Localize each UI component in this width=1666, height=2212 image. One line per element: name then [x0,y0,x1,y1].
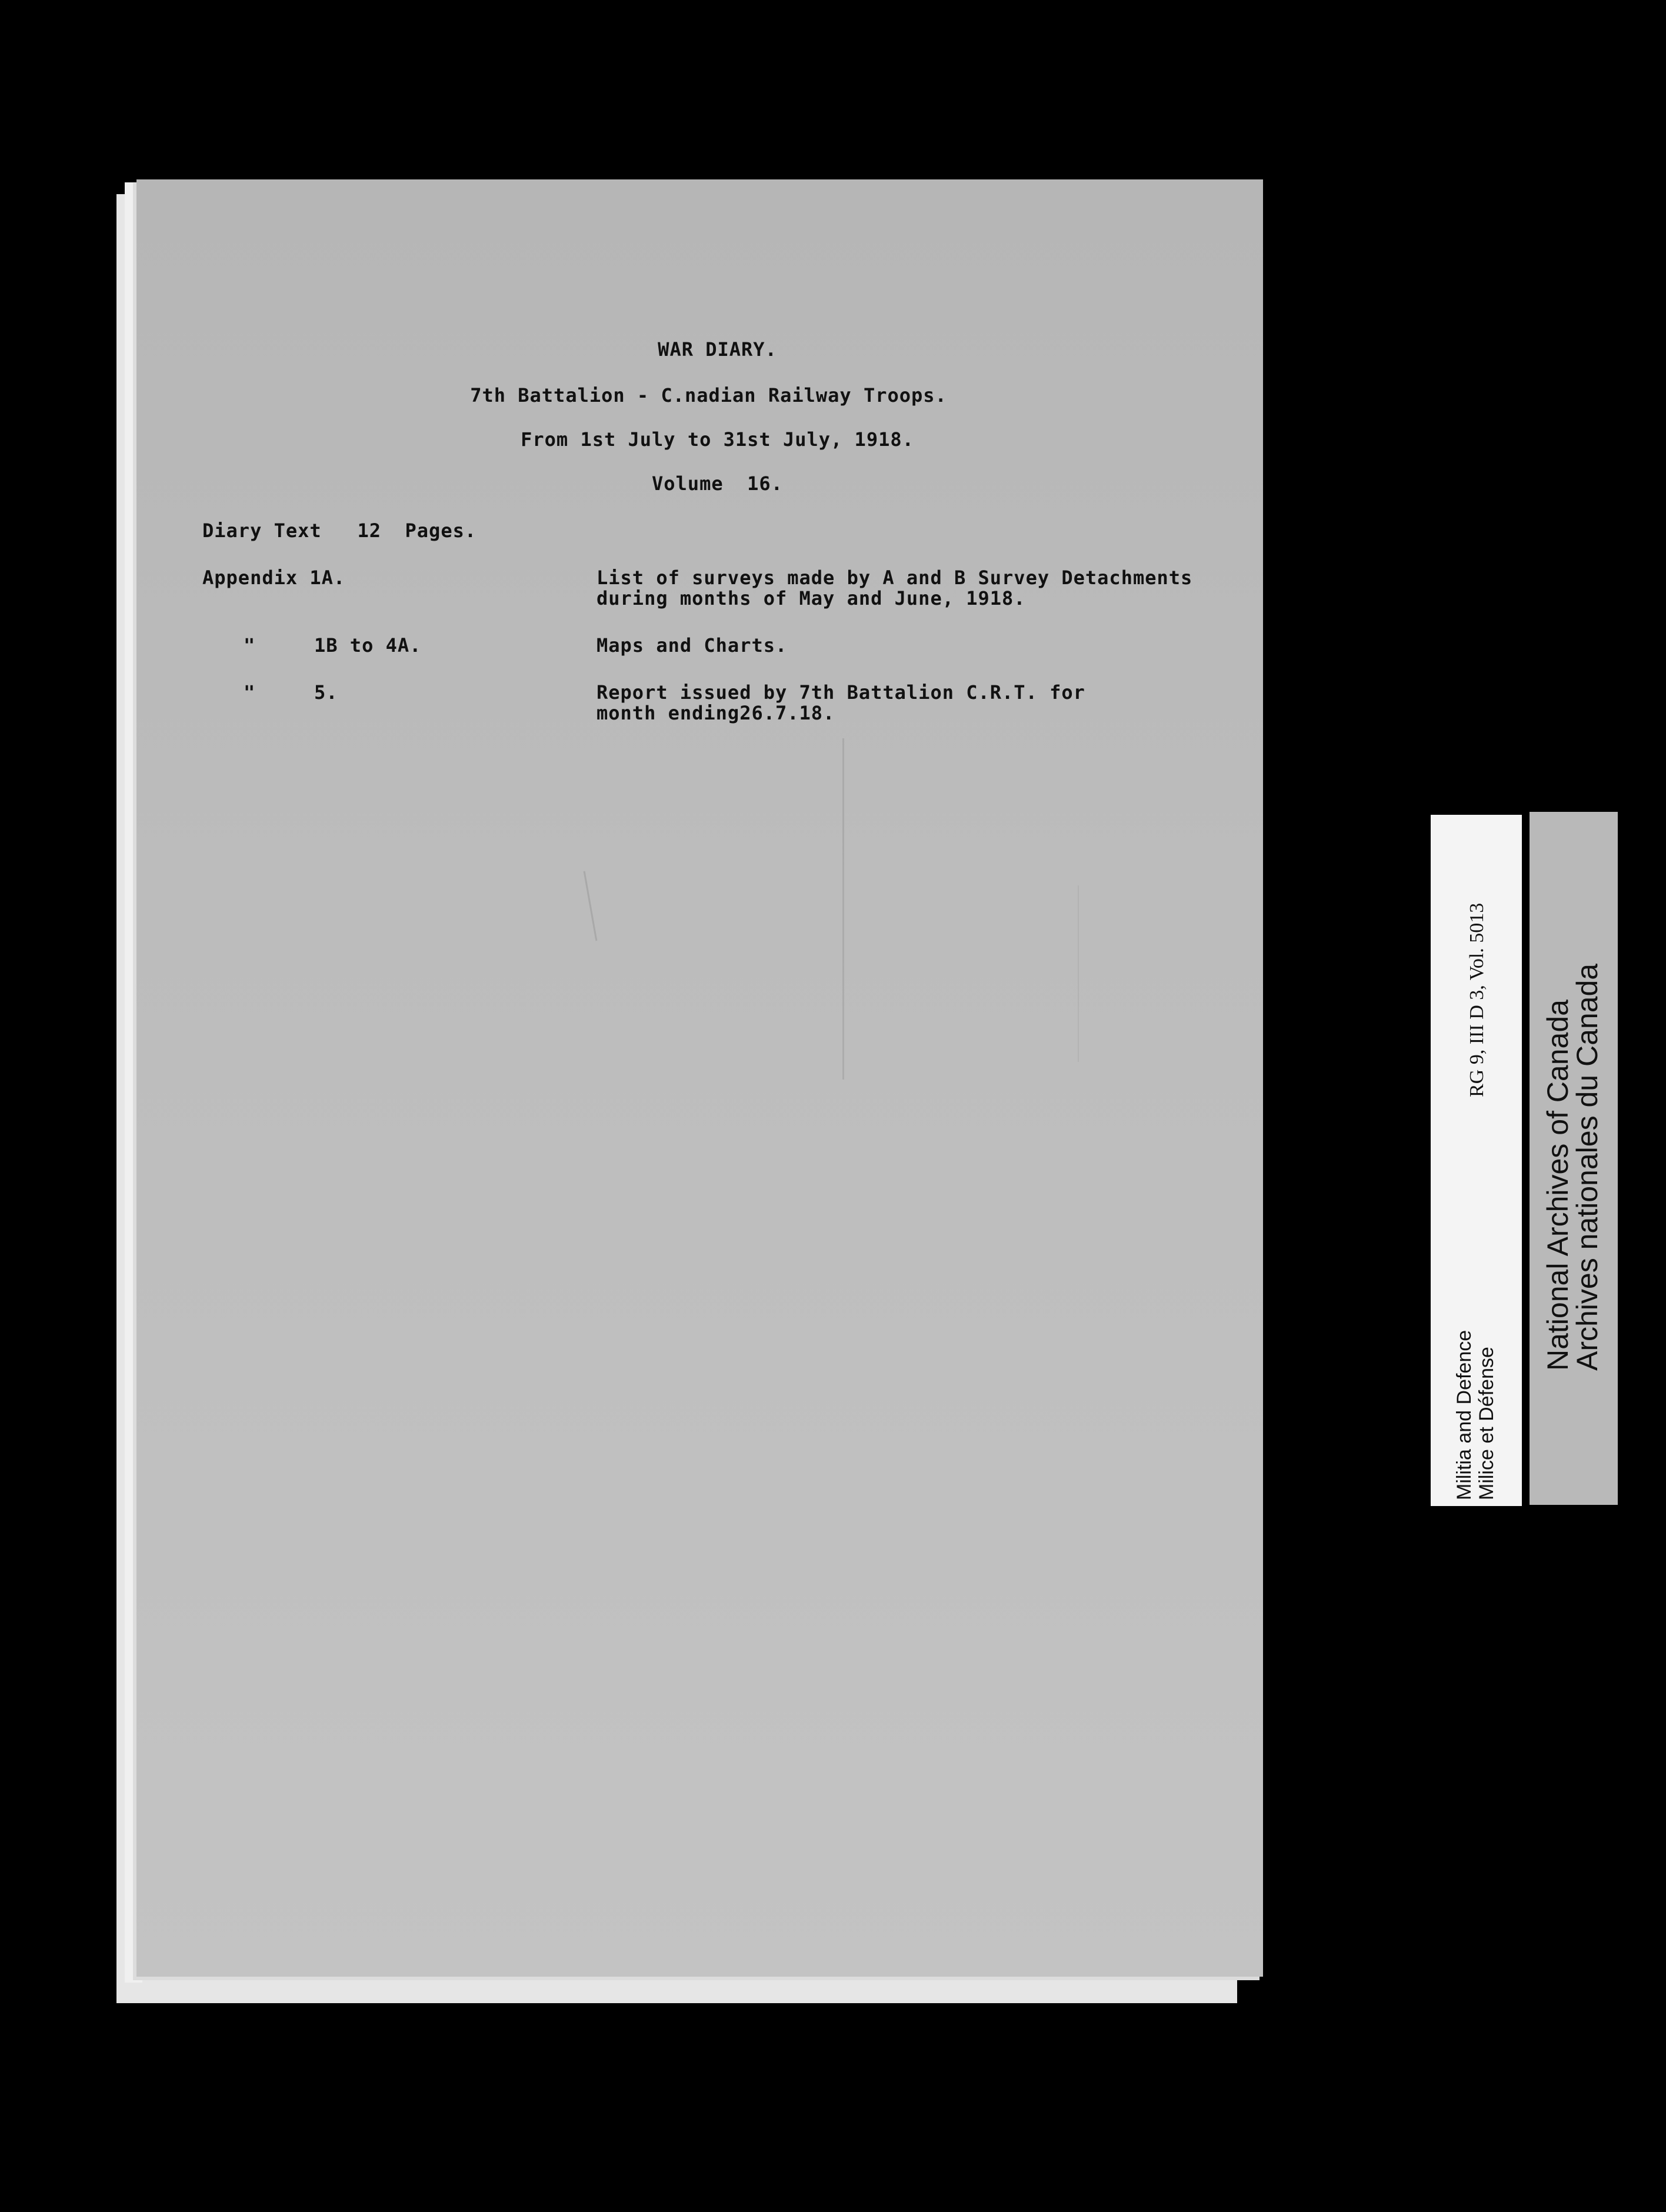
pencil-mark [842,738,844,1080]
archive-label-institution [1530,812,1618,1505]
unit-name: 7th Battalion - C.nadian Railway Troops. [470,384,947,407]
institution-name-fr: Archives nationales du Canada [1571,963,1604,1371]
entry-ref: 1B to 4A. [314,634,422,657]
ditto-mark: " [244,634,256,657]
department-name-fr: Milice et Défense [1475,1347,1498,1500]
diary-period: From 1st July to 31st July, 1918. [521,428,914,451]
institution-name-en: National Archives of Canada [1541,1000,1574,1371]
fonds-reference: RG 9, III D 3, Vol. 5013 [1466,902,1488,1097]
entry-description: Report issued by 7th Battalion C.R.T. for [597,681,1085,704]
diary-text-pages: Diary Text 12 Pages. [202,519,477,542]
document-title: WAR DIARY. [658,338,777,361]
entry-ref: 5. [314,681,338,704]
pencil-mark [1078,885,1079,1062]
entry-description: Maps and Charts. [597,634,788,657]
entry-ref: Appendix 1A. [202,567,346,589]
ditto-mark: " [244,681,256,704]
entry-description: List of surveys made by A and B Survey Detachments [597,567,1193,589]
volume-number: Volume 16. [652,472,783,495]
department-name-en: Militia and Defence [1453,1330,1475,1500]
paper-sheet [136,179,1263,1977]
entry-description: during months of May and June, 1918. [597,587,1026,609]
archive-label-reference [1431,815,1522,1506]
pencil-mark [584,871,598,941]
entry-description: month ending26.7.18. [597,702,835,724]
